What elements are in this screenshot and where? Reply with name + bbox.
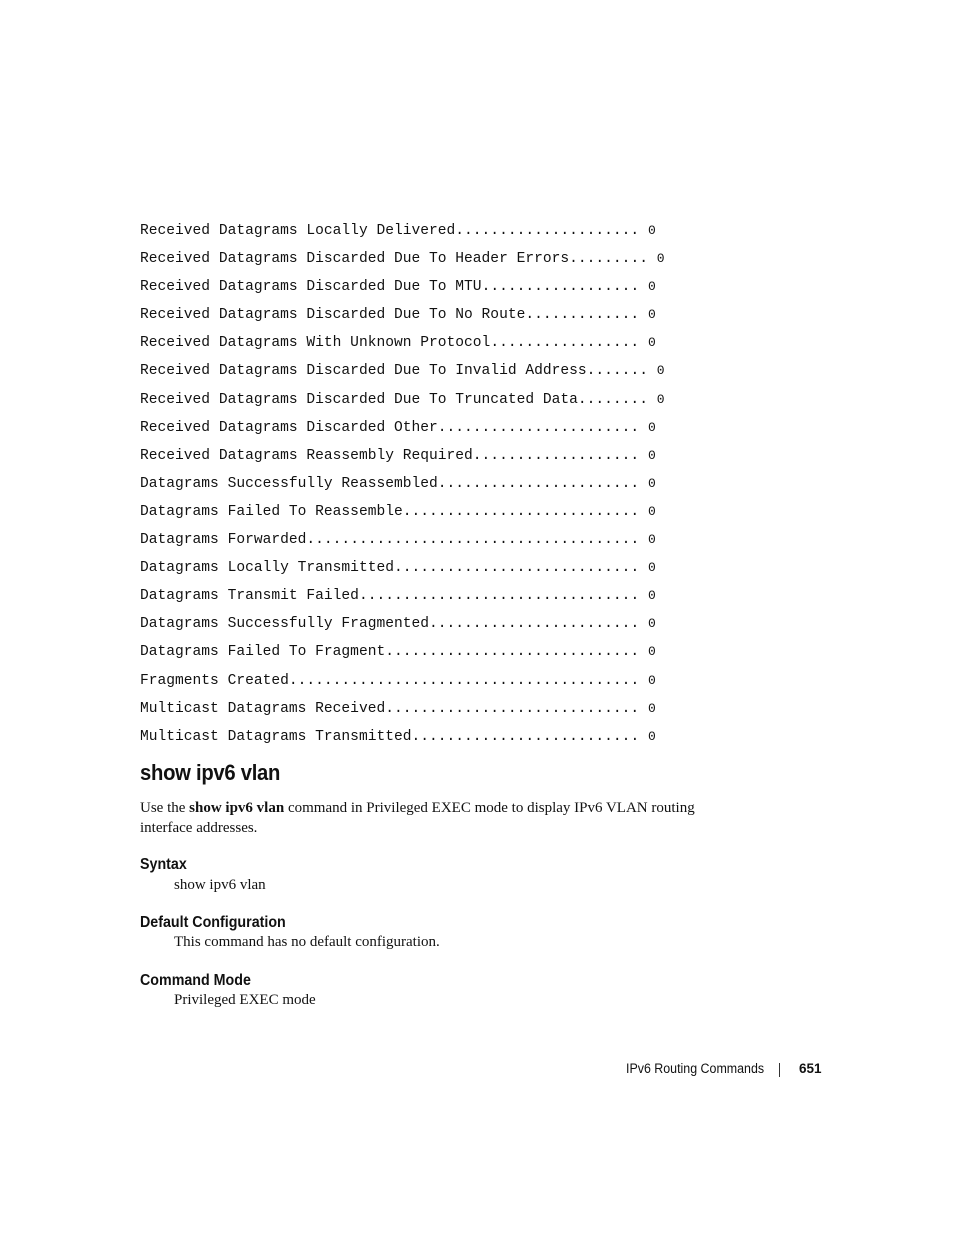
stat-value: 0 <box>656 391 665 407</box>
stat-line <box>140 638 720 666</box>
stat-label: Received Datagrams Discarded Due To MTU <box>140 279 482 296</box>
stat-value: 0 <box>647 644 656 660</box>
stat-label: Datagrams Failed To Reassemble <box>140 503 403 520</box>
section-title: show ipv6 vlan <box>140 760 281 785</box>
stat-value: 0 <box>656 251 665 267</box>
intro-suffix: command in Privileged EXEC mode to display IPv6 VLAN routing interface addresses. <box>140 800 695 836</box>
stat-label: Datagrams Failed To Fragment <box>140 644 386 661</box>
stat-line <box>140 245 720 273</box>
stat-label: Received Datagrams With Unknown Protocol <box>140 335 491 352</box>
stat-line <box>140 610 720 638</box>
stat-value: 0 <box>656 363 665 379</box>
intro-command: show ipv6 vlan <box>189 800 285 816</box>
stat-line <box>140 526 720 554</box>
stat-dots: ................................ <box>358 588 640 605</box>
stat-dots: ........................... <box>402 503 640 520</box>
stat-line <box>140 442 720 470</box>
stat-label: Received Datagrams Discarded Due To Truncated Data <box>140 391 578 408</box>
stat-value: 0 <box>647 279 656 295</box>
stat-value: 0 <box>647 532 656 548</box>
stat-dots: ............................. <box>385 644 640 661</box>
stat-label: Datagrams Successfully Fragmented <box>140 616 430 633</box>
stat-label: Fragments Created <box>140 672 289 689</box>
stat-label: Received Datagrams Locally Delivered <box>140 223 456 239</box>
stat-line <box>140 667 720 695</box>
stat-line <box>140 414 720 442</box>
stat-dots: ....................... <box>437 475 640 492</box>
stat-line <box>140 470 720 498</box>
stat-label: Datagrams Forwarded <box>140 532 307 549</box>
stat-dots: ............................ <box>393 560 640 577</box>
stat-value: 0 <box>647 335 656 351</box>
stat-value: 0 <box>647 503 656 519</box>
stat-value: 0 <box>647 223 656 238</box>
stat-dots: ........ <box>577 391 648 408</box>
stat-line <box>140 273 720 301</box>
stat-label: Received Datagrams Discarded Other <box>140 419 438 436</box>
stat-line <box>140 498 720 526</box>
stat-dots: ..................... <box>455 223 640 239</box>
ipv6-statistics-output <box>140 217 720 751</box>
stat-line <box>140 582 720 610</box>
stat-dots: ............. <box>525 307 640 324</box>
stat-value: 0 <box>647 447 656 463</box>
stat-label: Multicast Datagrams Transmitted <box>140 728 412 745</box>
stat-dots: ....... <box>586 363 648 380</box>
intro-paragraph <box>140 799 720 838</box>
stat-line <box>140 554 720 582</box>
stat-label: Datagrams Locally Transmitted <box>140 560 394 577</box>
stat-line <box>140 329 720 357</box>
stat-label: Received Datagrams Discarded Due To Invalid Address <box>140 363 587 380</box>
syntax-heading: Syntax <box>140 856 187 873</box>
stat-dots: ...................................... <box>306 532 640 549</box>
command-mode-text: Privileged EXEC mode <box>174 992 316 1008</box>
stat-label: Received Datagrams Reassembly Required <box>140 447 473 464</box>
stat-value: 0 <box>647 616 656 632</box>
stat-dots: ................... <box>472 447 640 464</box>
stat-dots: .......................... <box>411 728 640 745</box>
stat-line <box>140 301 720 329</box>
default-config-heading: Default Configuration <box>140 914 286 931</box>
stat-line <box>140 695 720 723</box>
stat-value: 0 <box>647 728 656 744</box>
stat-dots: ............................. <box>385 700 640 717</box>
stat-value: 0 <box>647 588 656 604</box>
stat-label: Multicast Datagrams Received <box>140 700 386 717</box>
stat-dots: ........................ <box>429 616 640 633</box>
stat-label: Datagrams Successfully Reassembled <box>140 475 438 492</box>
stat-line <box>140 723 720 751</box>
stat-label: Received Datagrams Discarded Due To No Route <box>140 307 526 324</box>
stat-dots: ................. <box>490 335 640 352</box>
stat-dots: ....................... <box>437 419 640 436</box>
page-number: 651 <box>799 1061 822 1076</box>
footer-chapter: IPv6 Routing Commands <box>626 1061 765 1076</box>
intro-prefix: Use the <box>140 800 190 816</box>
stat-dots: ........................................ <box>288 672 640 689</box>
stat-value: 0 <box>647 672 656 688</box>
stat-label: Received Datagrams Discarded Due To Header Errors <box>140 251 570 268</box>
stat-value: 0 <box>647 419 656 435</box>
stat-label: Datagrams Transmit Failed <box>140 588 359 605</box>
stat-value: 0 <box>647 700 656 716</box>
stat-line <box>140 357 720 385</box>
default-config-text: This command has no default configuration. <box>174 934 440 950</box>
stat-line <box>140 217 720 245</box>
footer-separator <box>779 1063 780 1077</box>
stat-line <box>140 386 720 414</box>
stat-dots: .................. <box>481 279 640 296</box>
stat-value: 0 <box>647 307 656 323</box>
stat-dots: ......... <box>569 251 648 268</box>
stat-value: 0 <box>647 475 656 491</box>
stat-value: 0 <box>647 560 656 576</box>
syntax-text: show ipv6 vlan <box>174 877 266 893</box>
command-mode-heading: Command Mode <box>140 972 251 989</box>
